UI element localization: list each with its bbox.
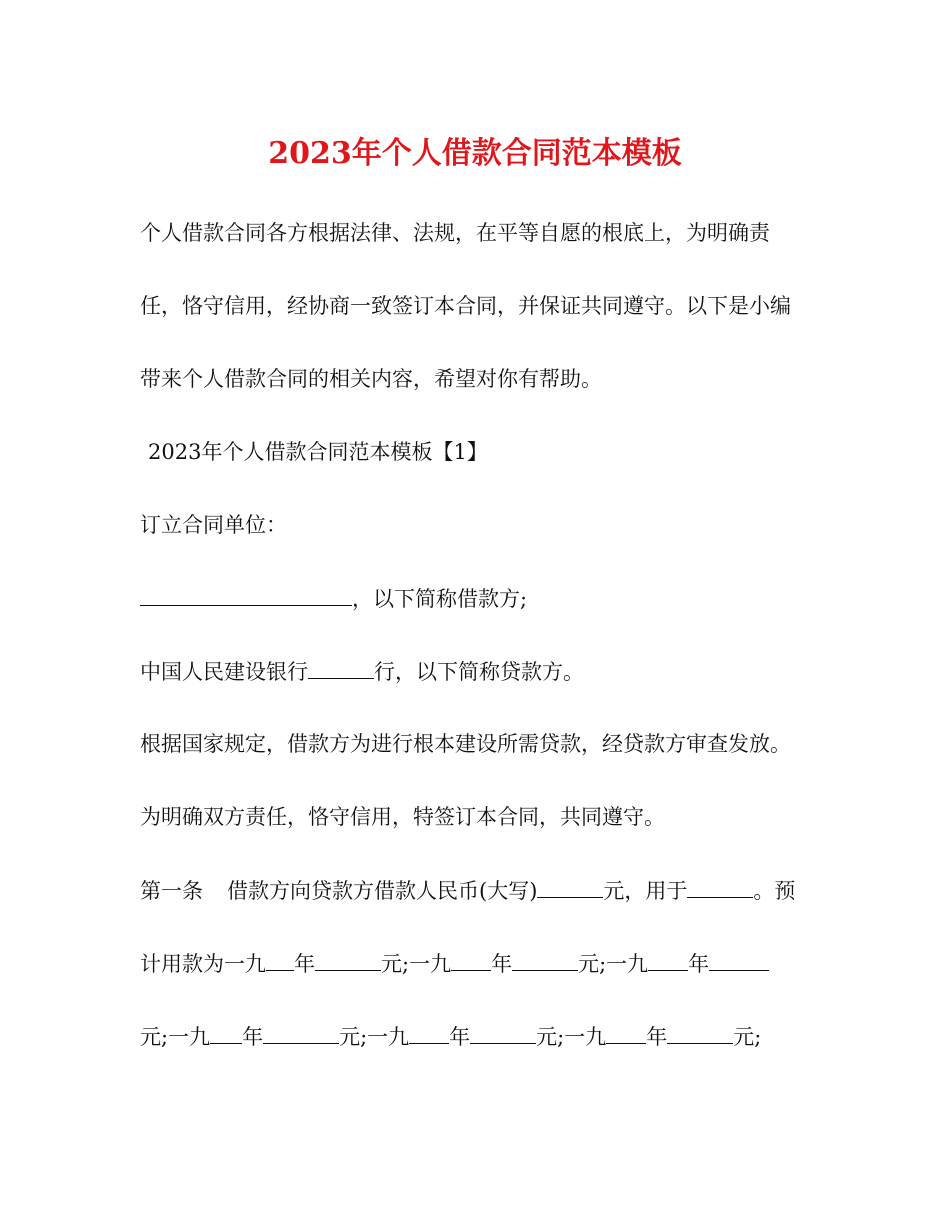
amount-blank [315, 948, 381, 971]
lender-line [140, 656, 584, 687]
yuan-label: 元; [733, 1025, 762, 1049]
article-1-line-2 [140, 948, 769, 979]
amount-blank [263, 1021, 339, 1044]
amount-blank [512, 948, 578, 971]
borrower-suffix: ，以下简称借款方; [352, 587, 528, 611]
year-prefix: 一九 [564, 1025, 607, 1049]
year-label: 年 [242, 1025, 264, 1049]
year-prefix: 一九 [168, 1025, 211, 1049]
basis-line: 根据国家规定，借款方为进行根本建设所需贷款，经贷款方审查发放。 [140, 732, 791, 756]
yuan-label: 元; [140, 1025, 169, 1049]
amount-blank [470, 1021, 536, 1044]
section-heading: 2023年个人借款合同范本模板【1】 [148, 440, 488, 464]
year-blank [210, 1021, 242, 1044]
yuan-label: 元; [536, 1025, 565, 1049]
amount-blank [667, 1021, 733, 1044]
article-1-text-2: 元，用于 [603, 879, 688, 903]
year-prefix: 一九 [409, 952, 452, 976]
year-label: 年 [294, 952, 315, 976]
year-blank [266, 948, 294, 971]
yuan-label: 元; [578, 952, 607, 976]
purpose-line: 为明确双方责任，恪守信用，特签订本合同，共同遵守。 [140, 805, 665, 829]
parties-label: 订立合同单位： [140, 513, 287, 537]
year-blank [606, 1021, 646, 1044]
intro-line-1: 个人借款合同各方根据法律、法规，在平等自愿的根底上，为明确责 [140, 221, 770, 245]
year-label: 年 [449, 1025, 471, 1049]
year-blank [451, 948, 491, 971]
article-1-text-1: 借款方向贷款方借款人民币(大写) [227, 879, 538, 903]
lender-branch-blank [308, 656, 374, 679]
year-prefix: 一九 [367, 1025, 410, 1049]
borrower-blank [140, 583, 352, 606]
article-1-line-3 [140, 1021, 761, 1052]
year-blank [648, 948, 688, 971]
borrower-line [140, 583, 527, 614]
year-label: 年 [688, 952, 710, 976]
purpose-blank [687, 875, 753, 898]
article-1-line-1 [140, 875, 795, 906]
intro-line-2: 任，恪守信用，经协商一致签订本合同，并保证共同遵守。以下是小编 [140, 294, 791, 318]
article-1-label: 第一条 [140, 879, 203, 903]
document-title: 2023年个人借款合同范本模板 [268, 136, 682, 171]
yuan-label: 元; [339, 1025, 368, 1049]
yuan-label: 元; [381, 952, 410, 976]
lender-suffix: 行，以下简称贷款方。 [374, 660, 584, 684]
amount-blank [537, 875, 603, 898]
article-1-text-3: 。预 [753, 879, 796, 903]
year-label: 年 [491, 952, 513, 976]
year-label: 年 [646, 1025, 668, 1049]
year-blank [409, 1021, 449, 1044]
lender-prefix: 中国人民建设银行 [140, 660, 308, 684]
plan-usage-prefix: 计用款为一九 [140, 952, 266, 976]
amount-blank [709, 948, 769, 971]
year-prefix: 一九 [606, 952, 649, 976]
intro-line-3: 带来个人借款合同的相关内容，希望对你有帮助。 [140, 367, 602, 391]
